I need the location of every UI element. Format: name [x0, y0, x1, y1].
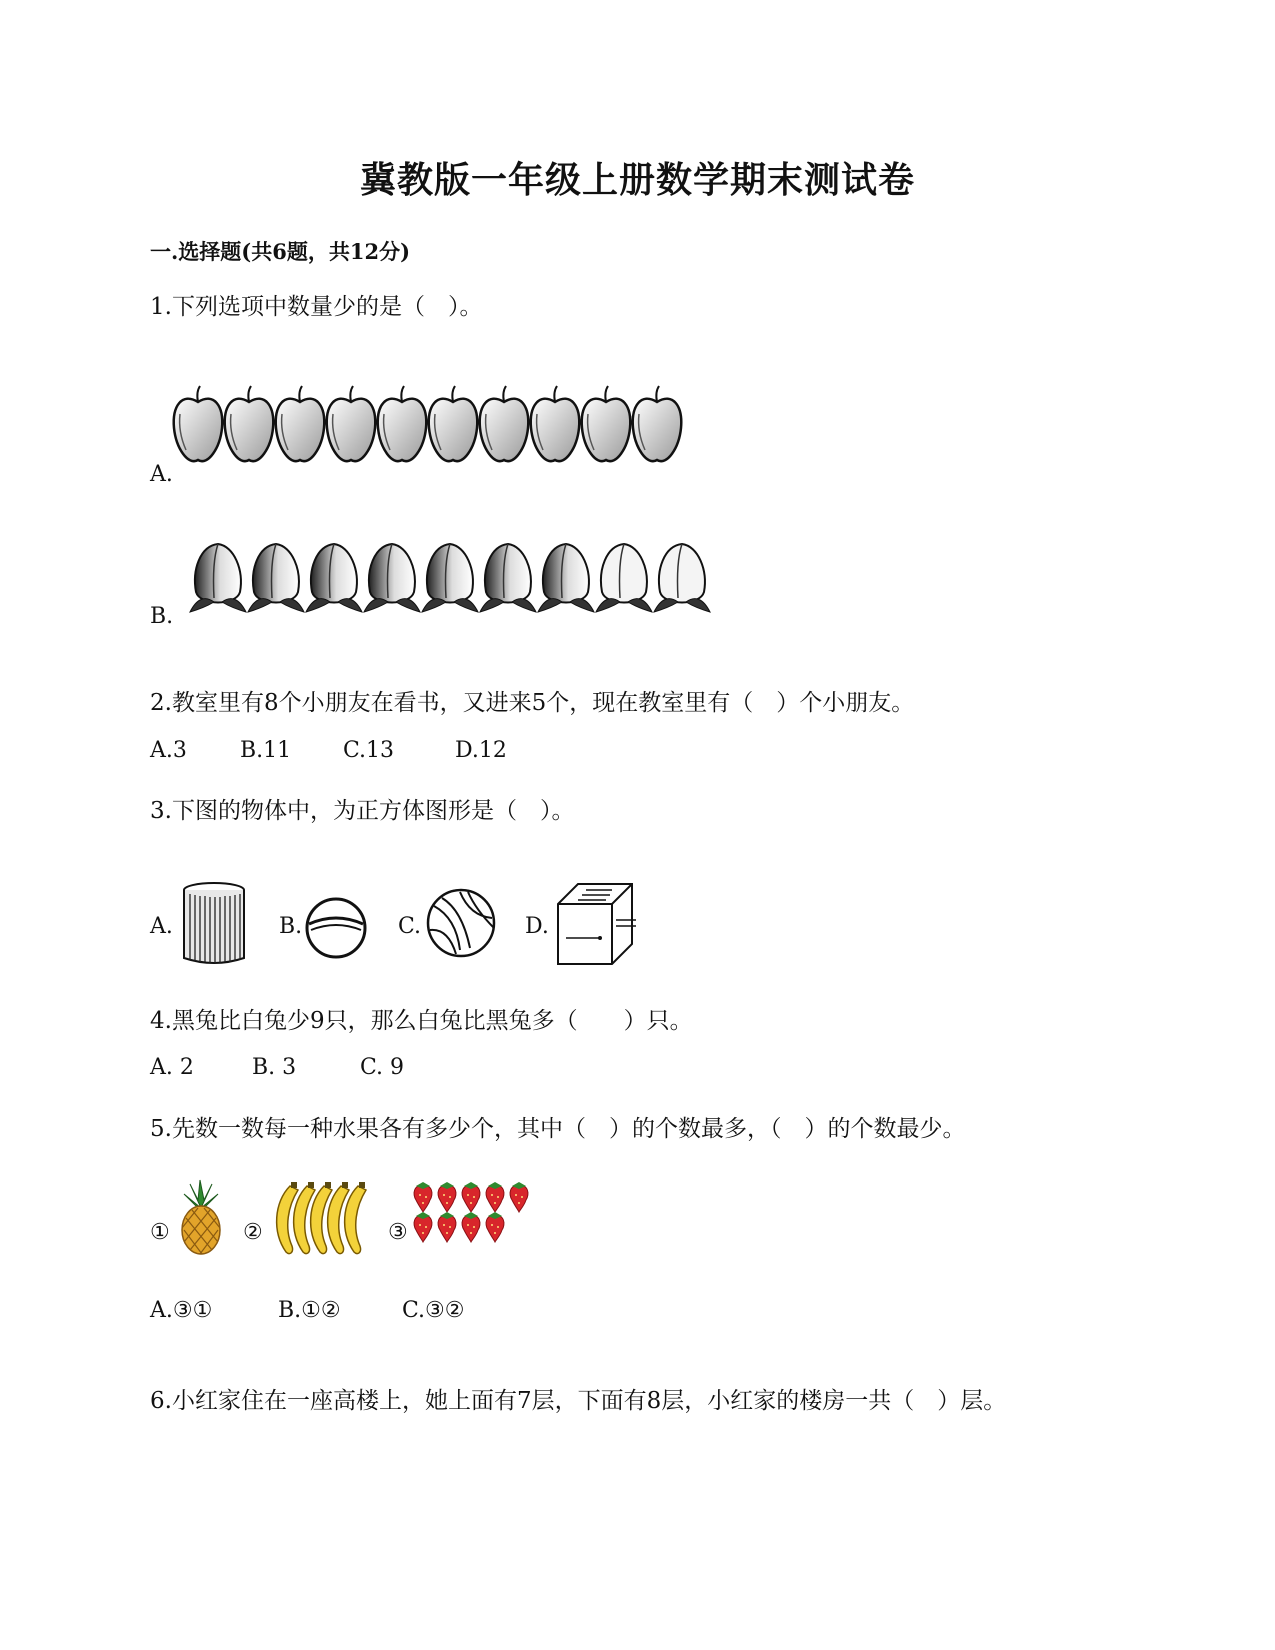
q5-option-b[interactable]: B.①② — [278, 1298, 341, 1323]
pineapple-image — [178, 1180, 224, 1256]
peach-icon — [538, 544, 594, 612]
q3-label-a[interactable]: A. — [150, 914, 173, 939]
apples-image — [172, 384, 692, 470]
page-title: 冀教版一年级上册数学期末测试卷 — [359, 159, 915, 201]
apple-icon — [429, 386, 478, 461]
question-5: 5.先数一数每一种水果各有多少个，其中（ ）的个数最多，（ ）的个数最少。 — [150, 1116, 966, 1142]
q3-label-d[interactable]: D. — [525, 914, 549, 939]
volleyball-image — [426, 888, 496, 958]
q2-option-a[interactable]: A.3 — [150, 738, 187, 763]
q5-option-c[interactable]: C.③② — [402, 1298, 465, 1323]
q2-option-c[interactable]: C.13 — [343, 738, 395, 763]
question-4: 4.黑兔比白兔少9只，那么白兔比黑兔多（ ）只。 — [150, 1008, 693, 1034]
q5-option-a[interactable]: A.③① — [150, 1298, 213, 1323]
peach-icon — [654, 544, 710, 612]
strawberry-icon — [486, 1182, 504, 1212]
strawberry-icon — [510, 1182, 528, 1212]
strawberry-icon — [462, 1212, 480, 1242]
peach-icon — [248, 544, 304, 612]
apple-icon — [225, 386, 274, 461]
question-3: 3.下图的物体中，为正方体图形是（ ）。 — [150, 798, 575, 824]
apple-icon — [582, 386, 631, 461]
box-image — [556, 882, 636, 966]
strawberries-image — [412, 1180, 542, 1246]
apple-icon — [276, 386, 325, 461]
apple-icon — [174, 386, 223, 461]
q4-option-c[interactable]: C. 9 — [360, 1055, 405, 1080]
apple-icon — [633, 386, 682, 461]
peach-icon — [422, 544, 478, 612]
q5-label-3: ③ — [388, 1220, 408, 1245]
q4-option-b[interactable]: B. 3 — [252, 1055, 297, 1080]
strawberry-icon — [414, 1212, 432, 1242]
q5-label-2: ② — [243, 1220, 263, 1245]
q2-option-b[interactable]: B.11 — [240, 738, 292, 763]
apple-icon — [531, 386, 580, 461]
q4-option-a[interactable]: A. 2 — [150, 1055, 194, 1080]
q3-label-c[interactable]: C. — [398, 914, 422, 939]
peach-icon — [190, 544, 246, 612]
bananas-image — [270, 1182, 380, 1258]
question-2: 2.教室里有8个小朋友在看书，又进来5个，现在教室里有（ ）个小朋友。 — [150, 690, 915, 716]
q1-option-b-label[interactable]: B. — [150, 604, 174, 629]
question-6: 6.小红家住在一座高楼上，她上面有7层，下面有8层，小红家的楼房一共（ ）层。 — [150, 1388, 1007, 1414]
strawberry-icon — [486, 1212, 504, 1242]
peaches-image — [190, 540, 750, 620]
peach-icon — [364, 544, 420, 612]
apple-icon — [378, 386, 427, 461]
q3-label-b[interactable]: B. — [279, 914, 303, 939]
bowl-image — [305, 900, 367, 956]
peach-icon — [596, 544, 652, 612]
strawberry-icon — [438, 1182, 456, 1212]
cylinder-image — [182, 882, 246, 966]
strawberry-icon — [462, 1182, 480, 1212]
q1-option-a-label[interactable]: A. — [150, 462, 173, 487]
peach-icon — [306, 544, 362, 612]
question-1: 1.下列选项中数量少的是（ ）。 — [150, 294, 483, 320]
q5-label-1: ① — [150, 1220, 170, 1245]
apple-icon — [480, 386, 529, 461]
q2-option-d[interactable]: D.12 — [455, 738, 507, 763]
apple-icon — [327, 386, 376, 461]
section-heading: 一.选择题(共6题，共12分) — [150, 239, 411, 264]
strawberry-icon — [414, 1182, 432, 1212]
peach-icon — [480, 544, 536, 612]
strawberry-icon — [438, 1212, 456, 1242]
